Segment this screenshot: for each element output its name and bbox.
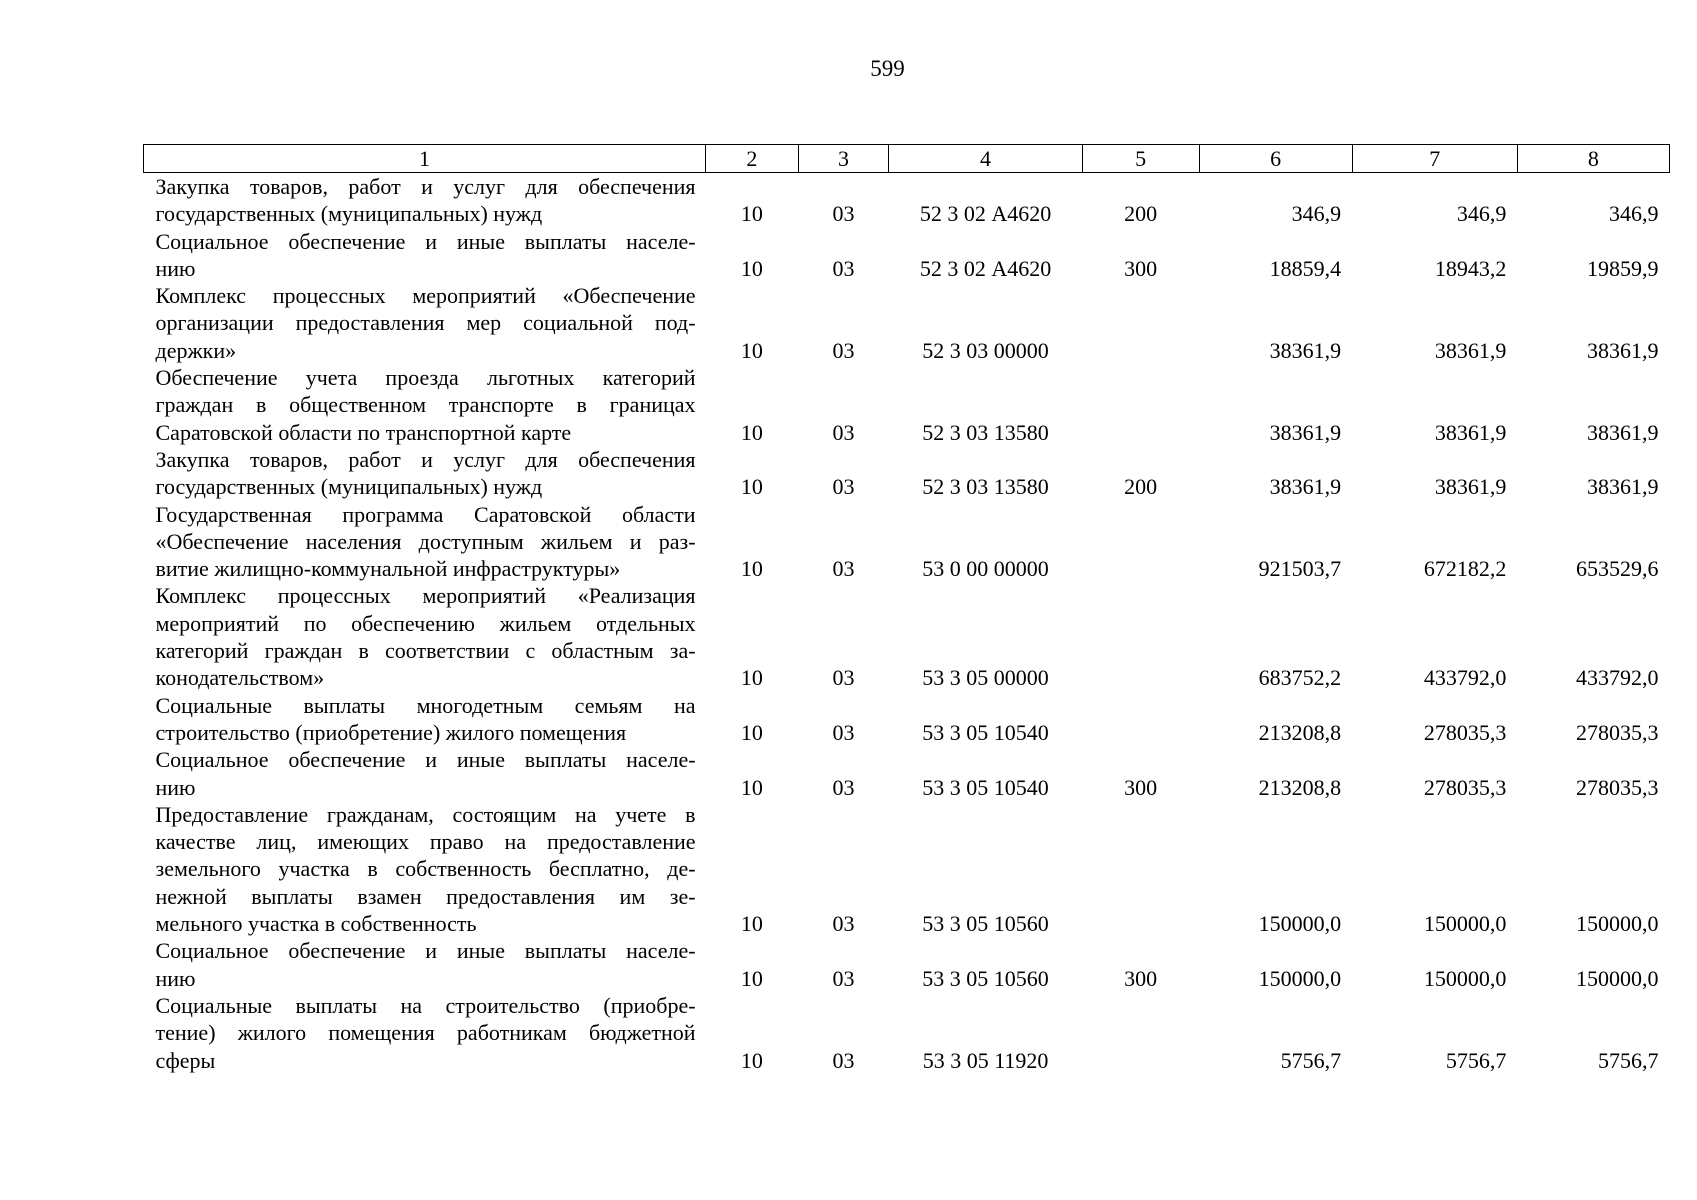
amount-cell-8: 5756,7 (1598, 1047, 1659, 1073)
subsection-cell: 03 (832, 419, 855, 445)
amount-cell-7: 150000,0 (1423, 965, 1507, 991)
item-name-line: Закупка товаров, работ и услуг для обеспечения (155, 446, 696, 472)
table-row (144, 173, 1670, 228)
header-cell-3: 3 (798, 145, 889, 173)
item-name-line: Предоставление гражданам, состоящим на учете в (155, 801, 696, 827)
table-row (144, 446, 1670, 501)
amount-cell-7: 672182,2 (1423, 556, 1507, 582)
section-cell: 10 (740, 911, 763, 937)
amount-cell-7: 5756,7 (1445, 1047, 1507, 1073)
item-name-line: нию (155, 774, 196, 800)
amount-cell-6: 38361,9 (1269, 337, 1342, 363)
amount-cell-8: 150000,0 (1576, 911, 1659, 937)
item-name-line: Комплекс процессных мероприятий «Обеспечение (155, 283, 696, 309)
target-article-cell: 52 3 02 А4620 (919, 255, 1052, 281)
amount-cell-8: 278035,3 (1576, 774, 1659, 800)
amount-cell-6: 213208,8 (1258, 774, 1342, 800)
item-name-line: сферы (155, 1047, 216, 1073)
expense-type-cell (1082, 364, 1199, 446)
amount-cell-7: 38361,9 (1434, 337, 1507, 363)
expense-type-cell (1082, 582, 1199, 691)
item-name-cell (144, 364, 706, 446)
item-name-line: Социальные выплаты многодетным семьям на (155, 692, 696, 718)
subsection-cell: 03 (832, 337, 855, 363)
target-article-cell: 53 0 00 00000 (922, 556, 1049, 582)
item-name-cell (144, 173, 706, 228)
section-cell: 10 (740, 556, 763, 582)
item-name-line: нию (155, 965, 196, 991)
item-name-cell (144, 282, 706, 364)
expense-type-cell: 200 (1124, 474, 1158, 500)
expense-type-cell (1082, 692, 1199, 747)
amount-cell-6: 683752,2 (1258, 665, 1342, 691)
amount-cell-8: 653529,6 (1576, 556, 1659, 582)
target-article-cell: 53 3 05 10560 (922, 965, 1049, 991)
item-name-cell (144, 801, 706, 937)
target-article-cell: 53 3 05 00000 (922, 665, 1049, 691)
item-name-cell (144, 692, 706, 747)
section-cell: 10 (740, 1047, 763, 1073)
amount-cell-7: 38361,9 (1434, 474, 1507, 500)
amount-cell-8: 19859,9 (1587, 255, 1659, 281)
target-article-cell: 53 3 05 10540 (922, 719, 1049, 745)
amount-cell-6: 18859,4 (1269, 255, 1342, 281)
table-row (144, 801, 1670, 937)
target-article-cell: 52 3 02 А4620 (919, 201, 1052, 227)
item-name-cell (144, 582, 706, 691)
item-name-line: тение) жилого помещения работникам бюджетной (155, 1020, 696, 1046)
item-name-line: конодательством» (155, 665, 325, 691)
expense-type-cell: 300 (1124, 774, 1158, 800)
item-name-line: нию (155, 255, 196, 281)
amount-cell-8: 38361,9 (1587, 419, 1659, 445)
amount-cell-7: 278035,3 (1423, 774, 1507, 800)
item-name-line: Государственная программа Саратовской области (155, 501, 696, 527)
target-article-cell: 52 3 03 13580 (922, 419, 1049, 445)
header-cell-5: 5 (1082, 145, 1199, 173)
subsection-cell: 03 (832, 1047, 855, 1073)
header-cell-1: 1 (144, 145, 706, 173)
amount-cell-6: 5756,7 (1280, 1047, 1342, 1073)
subsection-cell: 03 (832, 965, 855, 991)
table-row (144, 992, 1670, 1074)
target-article-cell: 53 3 05 11920 (922, 1047, 1049, 1073)
subsection-cell: 03 (832, 665, 855, 691)
item-name-line: нежной выплаты взамен предоставления им зе- (155, 883, 696, 909)
section-cell: 10 (740, 255, 763, 281)
item-name-line: мельного участка в собственность (155, 911, 477, 937)
amount-cell-7: 18943,2 (1434, 255, 1507, 281)
section-cell: 10 (740, 665, 763, 691)
amount-cell-8: 38361,9 (1587, 337, 1659, 363)
amount-cell-6: 150000,0 (1258, 911, 1342, 937)
subsection-cell: 03 (832, 911, 855, 937)
item-name-line: качестве лиц, имеющих право на предоставление (155, 829, 696, 855)
table-row (144, 501, 1670, 583)
subsection-cell: 03 (832, 474, 855, 500)
table-body (144, 173, 1670, 1074)
item-name-line: категорий граждан в соответствии с областным за- (155, 638, 696, 664)
table-row (144, 228, 1670, 283)
item-name-line: Комплекс процессных мероприятий «Реализация (155, 583, 696, 609)
item-name-line: Социальное обеспечение и иные выплаты населе- (155, 747, 696, 773)
expense-type-cell: 300 (1124, 255, 1158, 281)
item-name-line: граждан в общественном транспорте в границах (155, 392, 696, 418)
item-name-line: Социальное обеспечение и иные выплаты населе- (155, 938, 696, 964)
item-name-cell (144, 937, 706, 992)
item-name-cell (144, 501, 706, 583)
expense-type-cell (1082, 282, 1199, 364)
item-name-line: Обеспечение учета проезда льготных категорий (155, 365, 696, 391)
expense-type-cell (1082, 501, 1199, 583)
item-name-cell (144, 228, 706, 283)
expense-type-cell: 300 (1124, 965, 1158, 991)
item-name-line: организации предоставления мер социальной под- (155, 310, 696, 336)
amount-cell-8: 38361,9 (1587, 474, 1659, 500)
amount-cell-6: 38361,9 (1269, 419, 1342, 445)
amount-cell-8: 433792,0 (1576, 665, 1659, 691)
amount-cell-7: 278035,3 (1423, 719, 1507, 745)
item-name-line: государственных (муниципальных) нужд (155, 201, 543, 227)
budget-table (143, 144, 1670, 1074)
amount-cell-6: 38361,9 (1269, 474, 1342, 500)
item-name-line: витие жилищно-коммунальной инфраструктуры» (155, 556, 621, 582)
header-row (144, 145, 1670, 173)
expense-type-cell (1082, 992, 1199, 1074)
table-row (144, 364, 1670, 446)
item-name-line: строительство (приобретение) жилого помещения (155, 719, 627, 745)
section-cell: 10 (740, 337, 763, 363)
amount-cell-6: 213208,8 (1258, 719, 1342, 745)
amount-cell-6: 921503,7 (1258, 556, 1342, 582)
amount-cell-7: 150000,0 (1423, 911, 1507, 937)
header-cell-4: 4 (889, 145, 1082, 173)
section-cell: 10 (740, 774, 763, 800)
amount-cell-8: 278035,3 (1576, 719, 1659, 745)
item-name-cell (144, 746, 706, 801)
item-name-line: мероприятий по обеспечению жильем отдельных (155, 610, 696, 636)
amount-cell-7: 433792,0 (1423, 665, 1507, 691)
table-row (144, 692, 1670, 747)
header-cell-7: 7 (1352, 145, 1517, 173)
subsection-cell: 03 (832, 255, 855, 281)
amount-cell-7: 346,9 (1456, 201, 1507, 227)
table-row (144, 282, 1670, 364)
amount-cell-8: 150000,0 (1576, 965, 1659, 991)
target-article-cell: 52 3 03 13580 (922, 474, 1049, 500)
expense-type-cell (1082, 801, 1199, 937)
header-cell-2: 2 (706, 145, 799, 173)
amount-cell-6: 346,9 (1291, 201, 1342, 227)
expense-type-cell: 200 (1124, 201, 1158, 227)
item-name-cell (144, 992, 706, 1074)
amount-cell-8: 346,9 (1609, 201, 1659, 227)
subsection-cell: 03 (832, 719, 855, 745)
table-header (144, 145, 1670, 173)
page-number: 599 (870, 56, 905, 81)
section-cell: 10 (740, 419, 763, 445)
section-cell: 10 (740, 201, 763, 227)
item-name-line: земельного участка в собственность бесплатно, де- (155, 856, 696, 882)
subsection-cell: 03 (832, 774, 855, 800)
section-cell: 10 (740, 474, 763, 500)
item-name-line: Социальные выплаты на строительство (приобре- (155, 992, 696, 1018)
item-name-line: Социальное обеспечение и иные выплаты населе- (155, 228, 696, 254)
target-article-cell: 52 3 03 00000 (922, 337, 1049, 363)
subsection-cell: 03 (832, 556, 855, 582)
item-name-line: держки» (155, 337, 237, 363)
target-article-cell: 53 3 05 10560 (922, 911, 1049, 937)
header-cell-6: 6 (1199, 145, 1352, 173)
item-name-line: государственных (муниципальных) нужд (155, 474, 543, 500)
item-name-cell (144, 446, 706, 501)
section-cell: 10 (740, 719, 763, 745)
section-cell: 10 (740, 965, 763, 991)
table-row (144, 937, 1670, 992)
header-cell-8: 8 (1517, 145, 1669, 173)
table-row (144, 746, 1670, 801)
item-name-line: Саратовской области по транспортной карте (155, 419, 572, 445)
subsection-cell: 03 (832, 201, 855, 227)
table-row (144, 582, 1670, 691)
item-name-line: Закупка товаров, работ и услуг для обеспечения (155, 174, 696, 199)
item-name-line: «Обеспечение населения доступным жильем и раз- (155, 528, 696, 554)
target-article-cell: 53 3 05 10540 (922, 774, 1049, 800)
amount-cell-6: 150000,0 (1258, 965, 1342, 991)
amount-cell-7: 38361,9 (1434, 419, 1507, 445)
